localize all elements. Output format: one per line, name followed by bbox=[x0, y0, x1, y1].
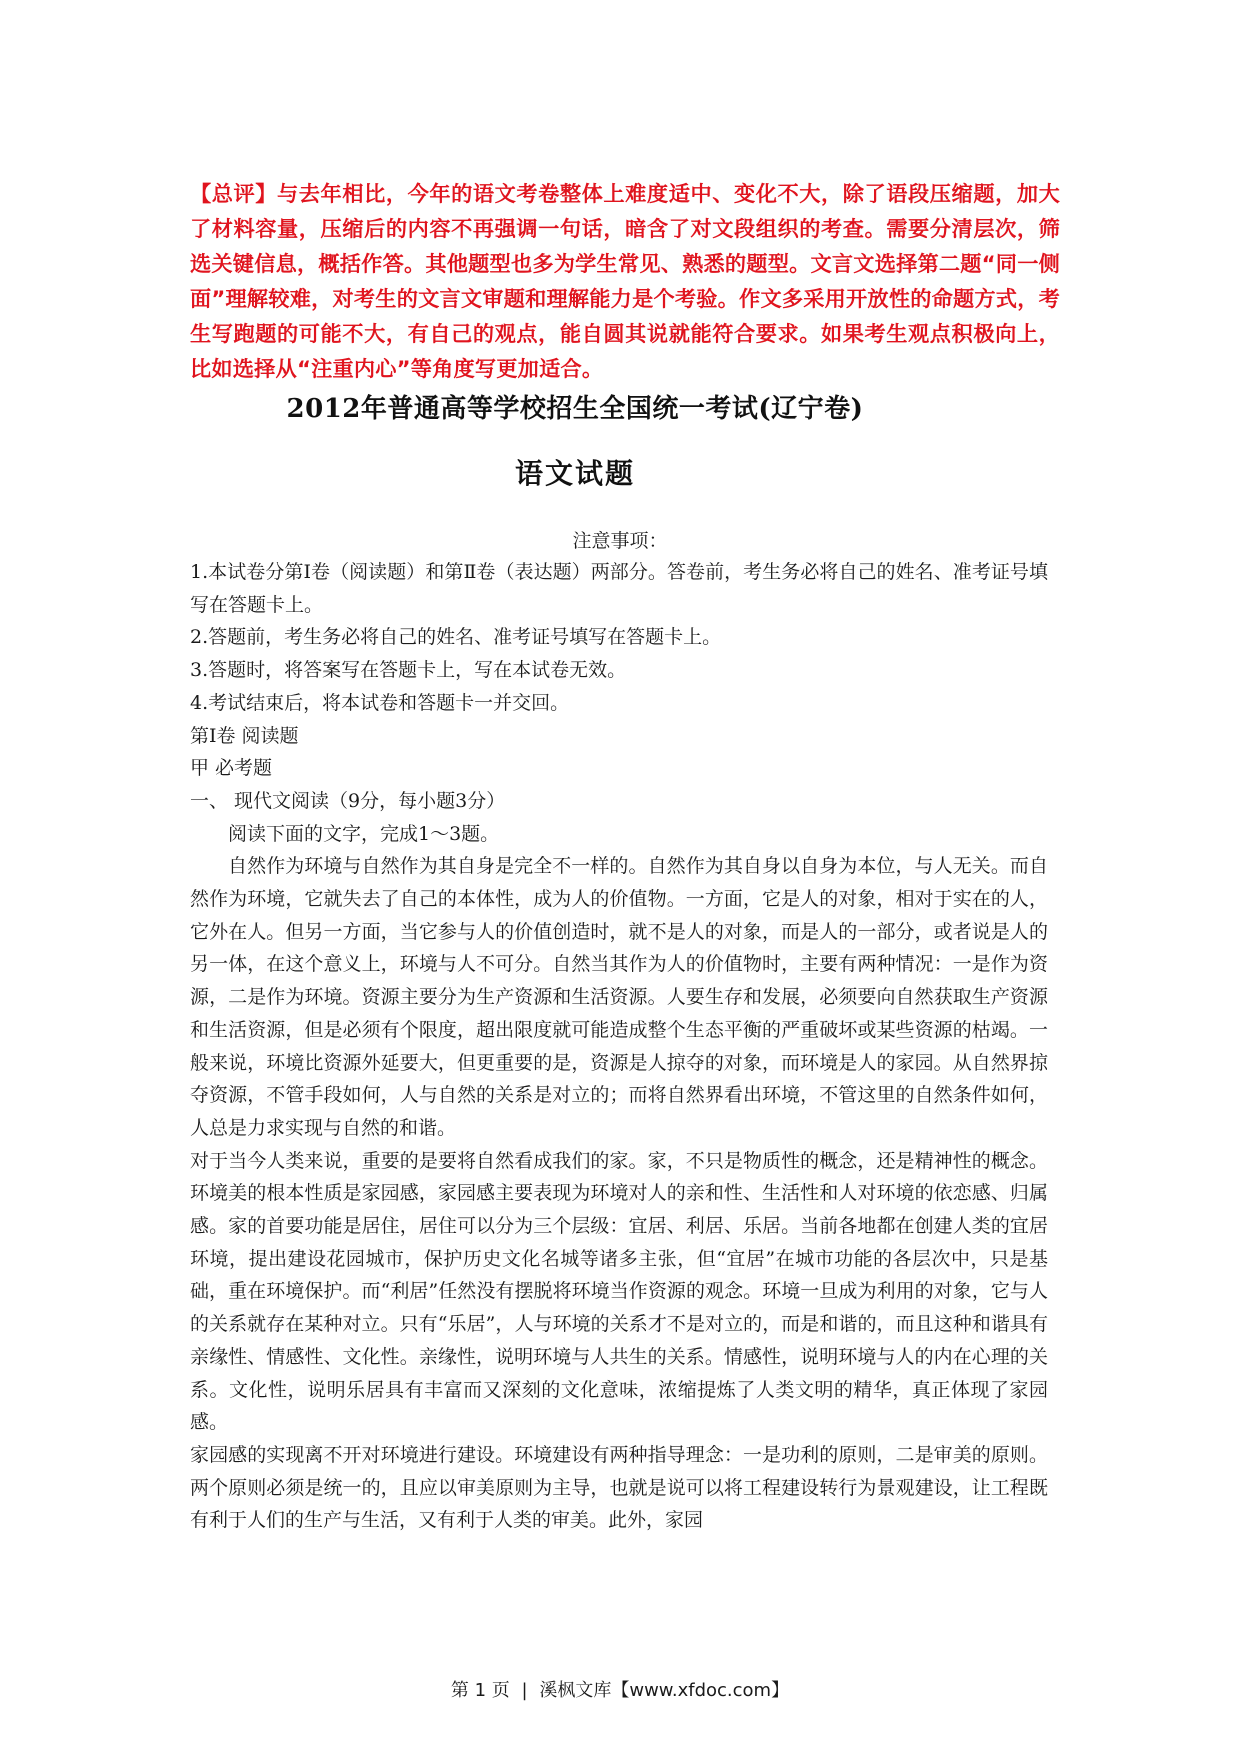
footer-separator: | bbox=[521, 1680, 528, 1701]
notice-item: 1.本试卷分第Ⅰ卷（阅读题）和第Ⅱ卷（表达题）两部分。答卷前，考生务必将自己的姓名、准考证号填写在答题卡上。 bbox=[190, 561, 1048, 616]
passage-paragraph: 对于当今人类来说，重要的是要将自然看成我们的家。家，不只是物质性的概念，还是精神性的概念。环境美的根本性质是家园感，家园感主要表现为环境对人的亲和性、生活性和人对环境的依恋感、归属感。家的首要功能是居住，居住可以分为三个层级：宜居、利居、乐居。当前各地都在创建人类的宜居环境，提出建设花园城市，保护历史文化名城等诸多主张，但“宜居”在城市功能的各层次中，只是基础，重在环境保护。而“利居”任然没有摆脱将环境当作资源的观念。环境一旦成为利用的对象，它与人的关系就存在某种对立。只有“乐居”，人与环境的关系才不是对立的，而是和谐的，而且这种和谐具有亲缘性、情感性、文化性。亲缘性，说明环境与人共生的关系。情感性，说明环境与人的内在心理的关系。文化性，说明乐居具有丰富而又深刻的文化意味，浓缩提炼了人类文明的精华，真正体现了家园感。 bbox=[190, 1149, 1048, 1434]
page-number: 第 1 页 bbox=[450, 1680, 510, 1701]
exam-title: 2012年普通高等学校招生全国统一考试(辽宁卷) bbox=[286, 394, 864, 424]
volume-heading: 第Ⅰ卷 阅读题 bbox=[190, 724, 299, 747]
passage-paragraph: 家园感的实现离不开对环境进行建设。环境建设有两种指导理念：一是功利的原则，二是审美的原则。两个原则必须是统一的，且应以审美原则为主导，也就是说可以将工程建设转行为景观建设，让工程既有利于人们的生产与生活，又有利于人类的审美。此外，家园 bbox=[190, 1443, 1048, 1532]
notice-item: 4.考试结束后，将本试卷和答题卡一并交回。 bbox=[190, 691, 570, 714]
exam-body bbox=[190, 556, 1048, 1537]
review-summary: 【总评】与去年相比，今年的语文考卷整体上难度适中、变化不大，除了语段压缩题，加大了材料容量，压缩后的内容不再强调一句话，暗含了对文段组织的考查。需要分清层次，筛选关键信息，概括作答。其他题型也多为学生常见、熟悉的题型。文言文选择第二题“同一侧面”理解较难，对考生的文言文审题和理解能力是个考验。作文多采用开放性的命题方式，考生写跑题的可能不大，有自己的观点，能自圆其说就能符合要求。如果考生观点积极向上，比如选择从“注重内心”等角度写更加适合。 bbox=[190, 181, 1060, 381]
notice-item: 3.答题时，将答案写在答题卡上，写在本试卷无效。 bbox=[190, 659, 627, 682]
part-heading: 甲 必考题 bbox=[190, 757, 273, 780]
subject-title: 语文试题 bbox=[514, 457, 635, 490]
reading-instruction: 阅读下面的文字，完成1～3题。 bbox=[228, 822, 500, 845]
notice-title: 注意事项： bbox=[572, 530, 668, 552]
notice-item: 2.答题前，考生务必将自己的姓名、准考证号填写在答题卡上。 bbox=[190, 626, 722, 649]
passage-paragraph: 自然作为环境与自然作为其自身是完全不一样的。自然作为其自身以自身为本位，与人无关。而自然作为环境，它就失去了自己的本体性，成为人的价值物。一方面，它是人的对象，相对于实在的人，它外在人。但另一方面，当它参与人的价值创造时，就不是人的对象，而是人的一部分，或者说是人的另一体，在这个意义上，环境与人不可分。自然当其作为人的价值物时，主要有两种情况：一是作为资源，二是作为环境。资源主要分为生产资源和生活资源。人要生存和发展，必须要向自然获取生产资源和生活资源，但是必须有个限度，超出限度就可能造成整个生态平衡的严重破坏或某些资源的枯竭。一般来说，环境比资源外延要大，但更重要的是，资源是人掠夺的对象，而环境是人的家园。从自然界掠夺资源，不管手段如何，人与自然的关系是对立的；而将自然界看出环境，不管这里的自然条件如何，人总是力求实现与自然的和谐。 bbox=[190, 855, 1048, 1139]
footer-site: 溪枫文库【www.xfdoc.com】 bbox=[539, 1680, 790, 1701]
page-footer bbox=[0, 1676, 1240, 1702]
question-group-heading: 一、 现代文阅读（9分，每小题3分） bbox=[190, 789, 506, 812]
